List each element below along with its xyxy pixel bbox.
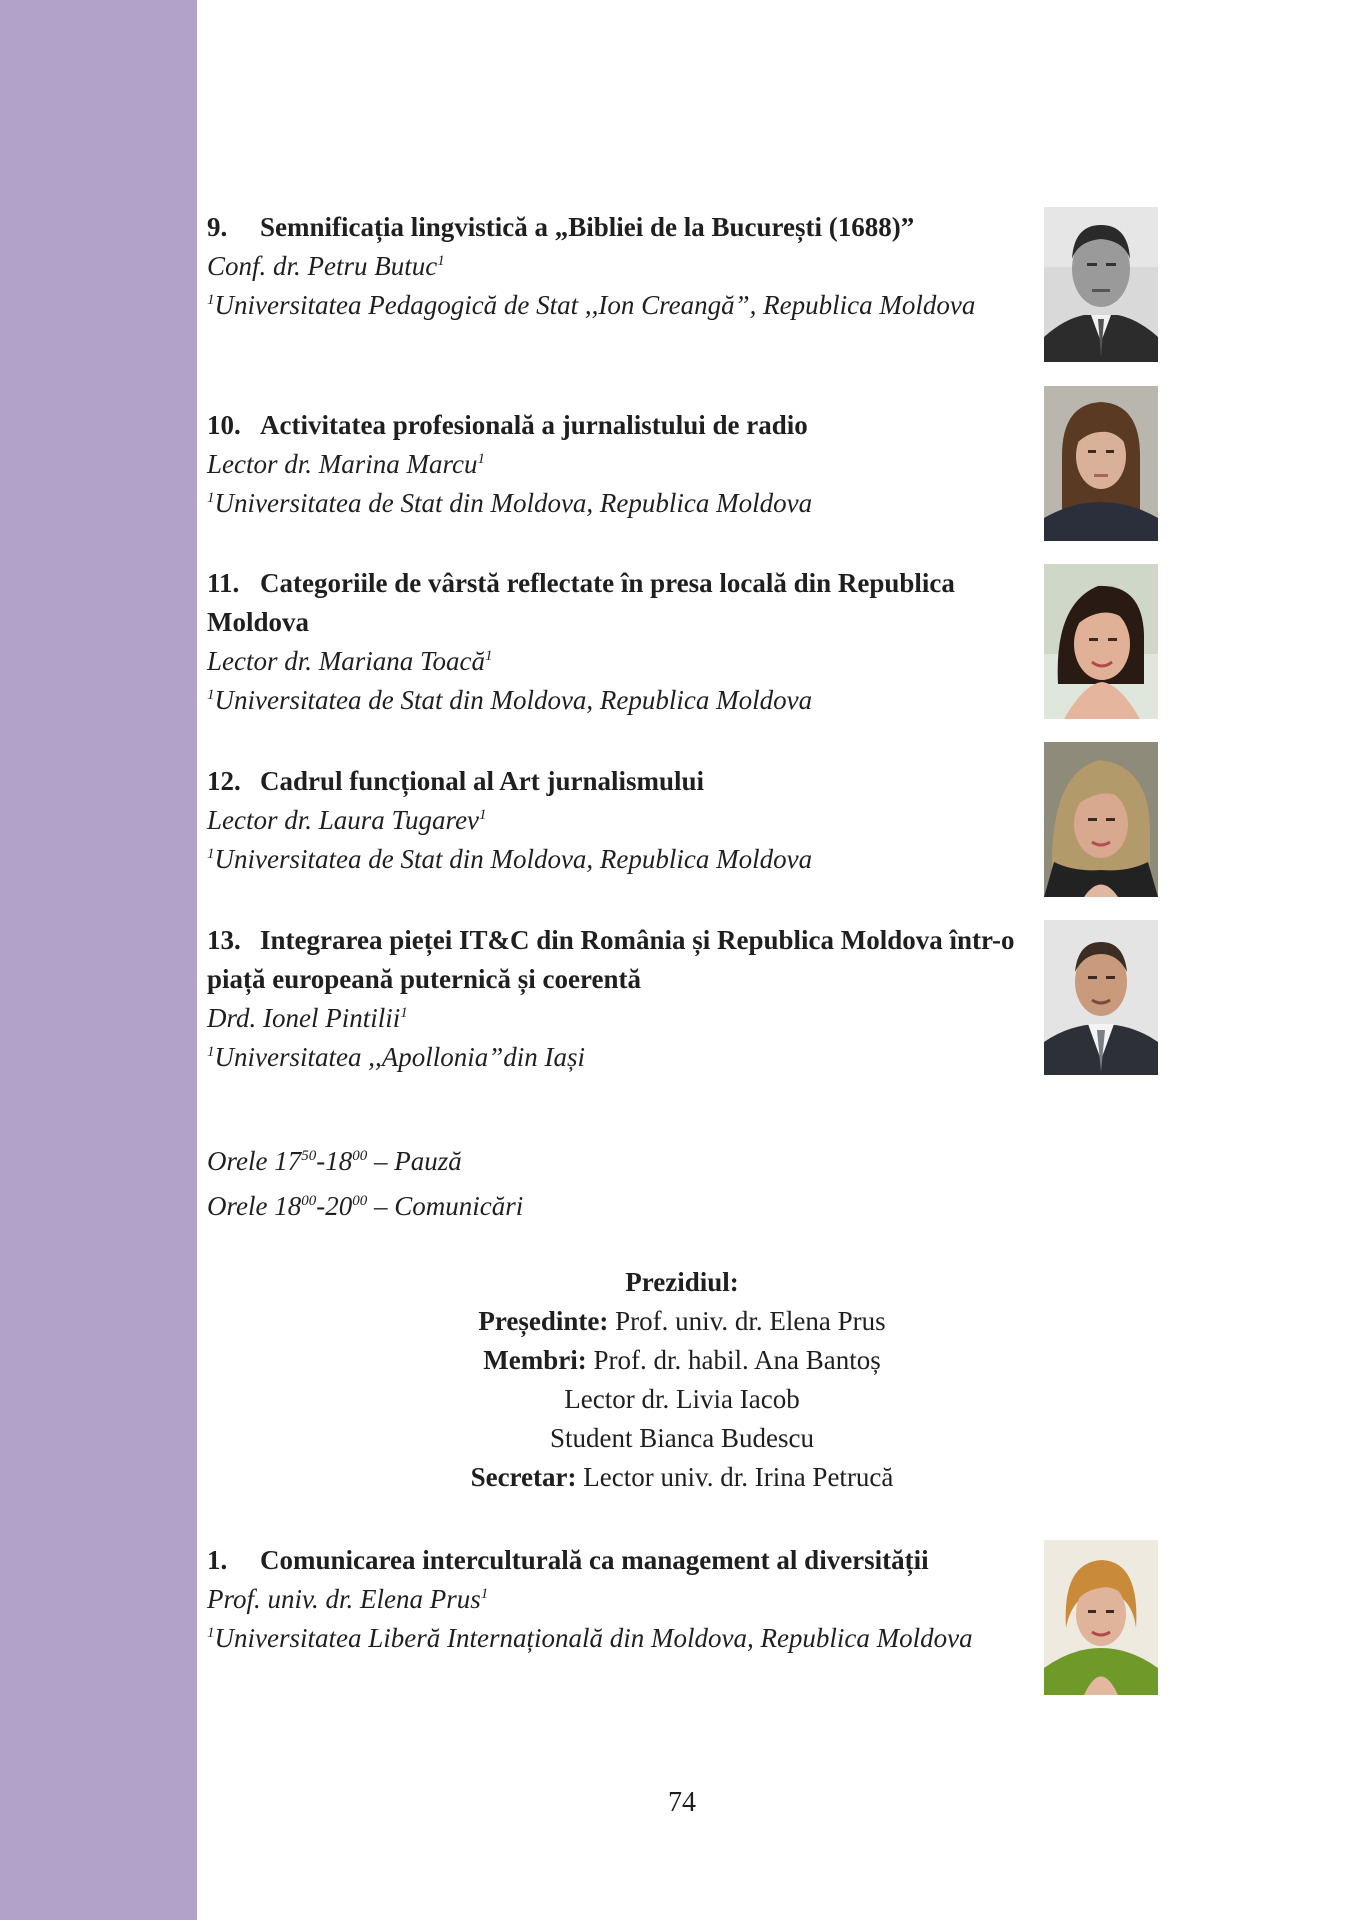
entry-affiliation: $^1$Universitatea Pedagogică de Stat ,,Ion Creangă”, Republica Moldova [207, 290, 976, 320]
program-entry [207, 564, 1157, 720]
author-portrait-photo [1044, 920, 1158, 1075]
presidium-member: Lector dr. Livia Iacob [564, 1384, 800, 1414]
presidium-secretary: Secretar: Lector univ. dr. Irina Petrucă [470, 1462, 894, 1492]
presidium-block [207, 1263, 1157, 1497]
entry-author: Lector dr. Marina Marcu$^1$ [207, 449, 485, 479]
program-entry [207, 1541, 1157, 1658]
author-portrait-photo [1044, 742, 1158, 897]
author-portrait-photo [1044, 386, 1158, 541]
entry-affiliation: $^1$Universitatea de Stat din Moldova, Republica Moldova [207, 685, 813, 715]
entry-author: Lector dr. Laura Tugarev$^1$ [207, 805, 487, 835]
presidium-heading: Prezidiul: [625, 1267, 739, 1297]
entry-title: 11. Categoriile de vârstă reflectate în presa locală din Republica Moldova [207, 568, 955, 637]
page-content [207, 0, 1157, 1920]
program-entry [207, 208, 1157, 325]
entry-title: 12. Cadrul funcțional al Art jurnalismului [207, 766, 705, 796]
entry-affiliation: $^1$Universitatea de Stat din Moldova, Republica Moldova [207, 844, 813, 874]
program-entry [207, 406, 1157, 523]
entry-affiliation: $^1$Universitatea Liberă Internațională din Moldova, Republica Moldova [207, 1623, 973, 1653]
entry-affiliation: $^1$Universitatea ,,Apollonia”din Iași [207, 1042, 585, 1072]
presidium-member: Student Bianca Budescu [550, 1423, 814, 1453]
entry-title: 10. Activitatea profesională a jurnalistului de radio [207, 410, 808, 440]
side-color-band [0, 0, 197, 1920]
entry-title: 13. Integrarea pieței IT&C din România și Republica Moldova într-o piață europeană puternică și coerentă [207, 925, 1015, 994]
program-entry [207, 921, 1157, 1077]
entry-title: 9. Semnificația lingvistică a „Bibliei de la București (1688)” [207, 212, 915, 242]
entry-affiliation: $^1$Universitatea de Stat din Moldova, Republica Moldova [207, 488, 813, 518]
entry-author: Lector dr. Mariana Toacă$^1$ [207, 646, 493, 676]
entry-author: Drd. Ionel Pintilii$^1$ [207, 1003, 408, 1033]
entry-title: 1. Comunicarea interculturală ca management al diversității [207, 1545, 929, 1575]
schedule-pause: Orele $17^{50}-18^{00}$ – Pauză [207, 1146, 462, 1176]
entry-author: Prof. univ. dr. Elena Prus$^1$ [207, 1584, 489, 1614]
entry-author: Conf. dr. Petru Butuc$^1$ [207, 251, 445, 281]
presidium-members: Membri: Prof. dr. habil. Ana Bantoș [483, 1345, 881, 1375]
author-portrait-photo [1044, 564, 1158, 719]
author-portrait-photo [1044, 207, 1158, 362]
presidium-president: Președinte: Prof. univ. dr. Elena Prus [478, 1306, 886, 1336]
author-portrait-photo [1044, 1540, 1158, 1695]
page-number: 74 [668, 1787, 696, 1818]
program-entry [207, 762, 1157, 879]
schedule-talks: Orele $18^{00}-20^{00}$ – Comunicări [207, 1191, 524, 1221]
